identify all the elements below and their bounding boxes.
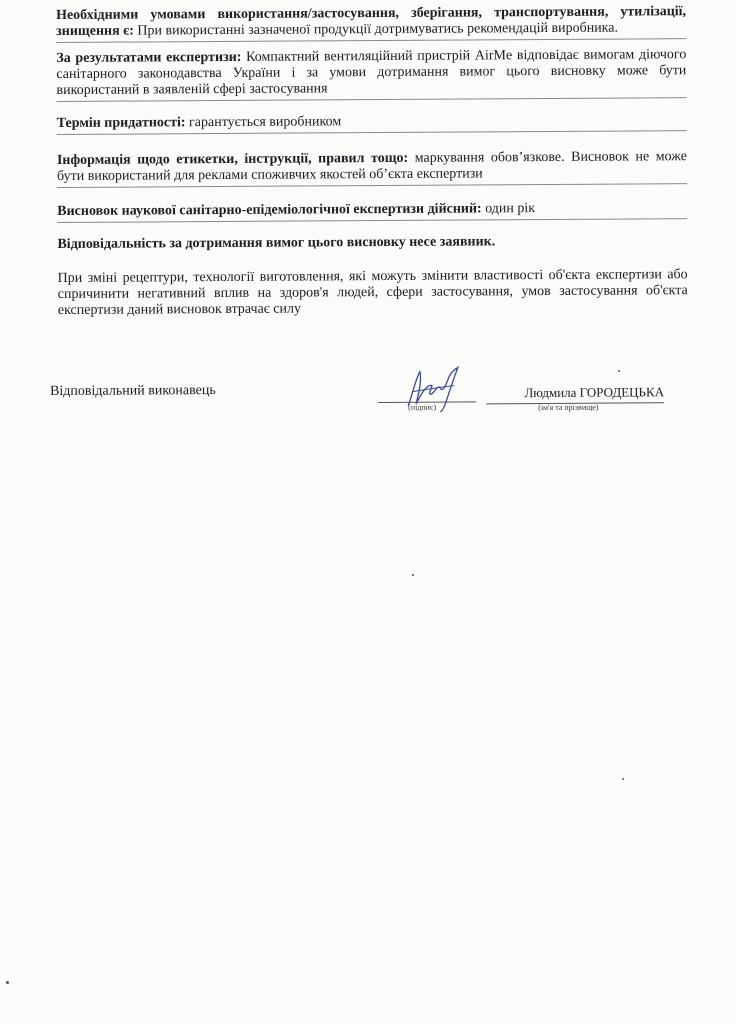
name-block bbox=[486, 378, 664, 419]
conditions-heading: Необхідними умовами використання/застосування, зберігання, транспортування, утилізації, знищення є: bbox=[56, 4, 687, 39]
name-caption: (ім'я та прізвище) bbox=[538, 402, 599, 413]
scan-speck bbox=[618, 370, 620, 372]
shelf-life-section bbox=[57, 112, 687, 135]
conditions-text: При використанні зазначеної продукції дотримуватись рекомендацій виробника. bbox=[137, 20, 619, 39]
validity-heading: Висновок наукової санітарно-епідеміологічної експертизи дійсний: bbox=[57, 201, 482, 219]
signature-row bbox=[50, 380, 670, 434]
signature-caption: (підпис) bbox=[408, 402, 437, 412]
signer-name: Людмила ГОРОДЕЦЬКА bbox=[524, 384, 665, 401]
signature-block bbox=[378, 371, 478, 418]
shelf-life-text: гарантується виробником bbox=[188, 114, 342, 131]
document-body bbox=[56, 4, 688, 319]
expertise-result-section bbox=[56, 47, 686, 102]
expertise-result-heading: За результатами експертизи: bbox=[56, 49, 242, 66]
scan-speck bbox=[6, 981, 9, 984]
labeling-heading: Інформація щодо етикетки, інструкції, правил тощо: bbox=[56, 150, 409, 168]
labeling-text: маркування обов’язкове. Висновок не може бути використаний для реклами споживчих якостей об’єкта експертизи bbox=[56, 149, 687, 184]
change-notice: При зміні рецептури, технології виготовлення, які можуть змінити властивості об'єкта експертизи або спричинити негативний вплив на здоров'я людей, сфери застосування, умов застосування об'єкта експертизи даний висновок втрачає силу bbox=[57, 267, 688, 318]
validity-text: один рік bbox=[485, 201, 536, 217]
scan-speck bbox=[412, 574, 414, 576]
validity-section bbox=[57, 200, 687, 223]
responsibility-statement: Відповідальність за дотримання вимог цього висновку несе заявник. bbox=[57, 234, 496, 252]
labeling-section bbox=[57, 149, 687, 188]
shelf-life-heading: Термін придатності: bbox=[56, 115, 186, 131]
expertise-result-text: Компактний вентиляційний пристрій AirMe відповідає вимогам діючого санітарного законодавства України і за умови дотримання вимог цього висновку може бути використаний в заявленій сфері застосування bbox=[56, 47, 687, 98]
scan-speck bbox=[622, 778, 624, 780]
signer-role: Відповідальний виконавець bbox=[50, 382, 216, 399]
conditions-section bbox=[56, 4, 686, 43]
